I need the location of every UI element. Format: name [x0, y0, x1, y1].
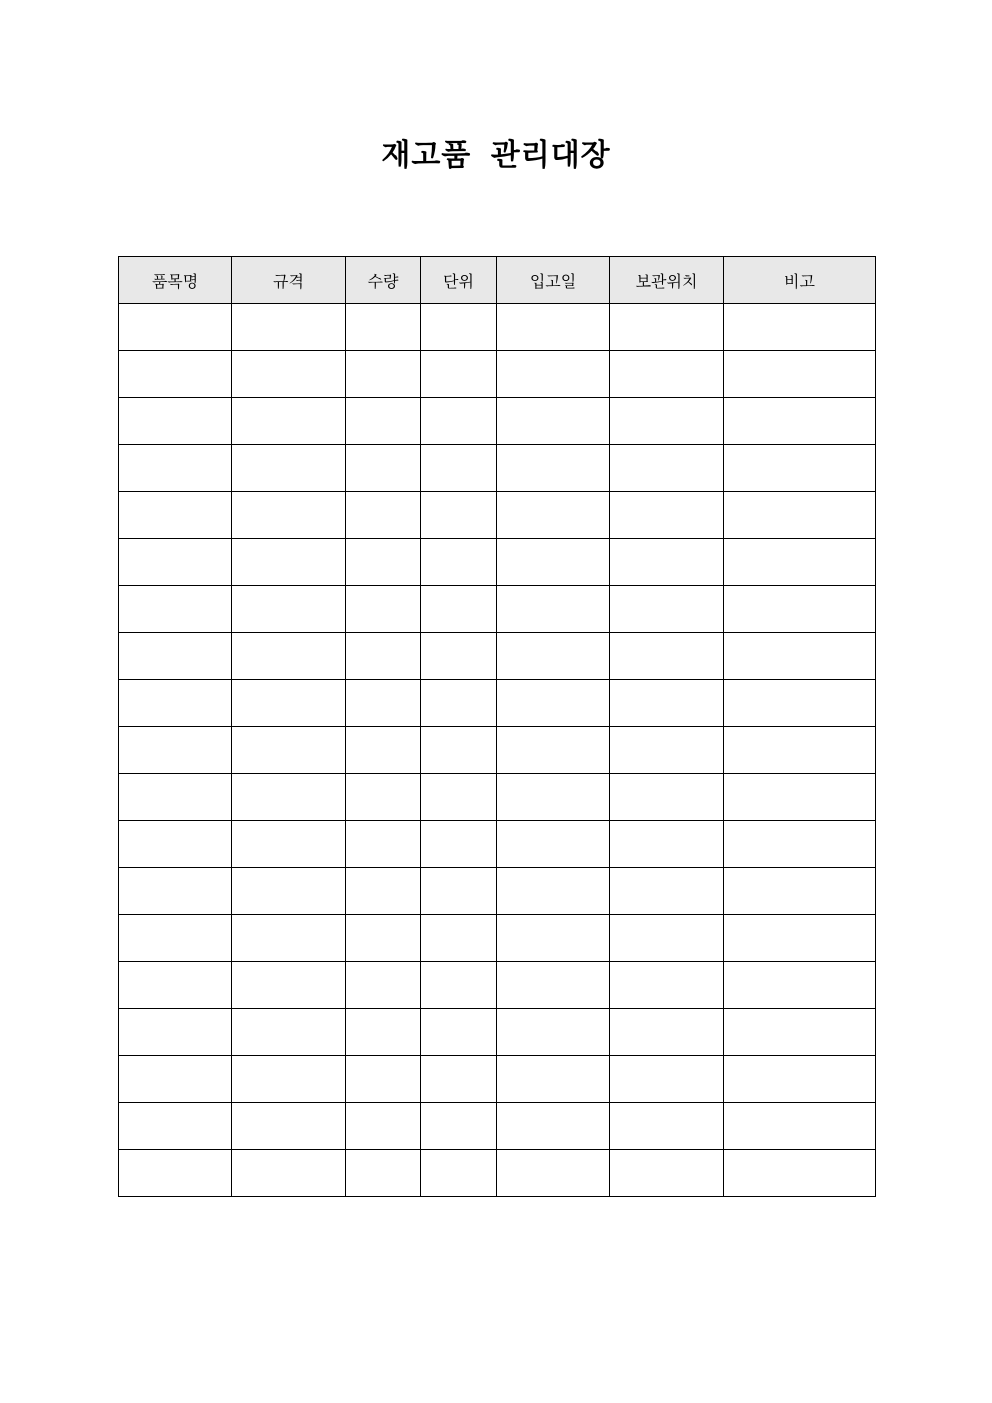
cell-specification[interactable]	[232, 351, 346, 398]
table-row	[119, 821, 876, 868]
cell-item-name[interactable]	[119, 680, 232, 727]
cell-item-name[interactable]	[119, 1150, 232, 1197]
cell-unit[interactable]	[421, 351, 497, 398]
cell-remarks[interactable]	[724, 1056, 876, 1103]
cell-specification[interactable]	[232, 539, 346, 586]
cell-unit[interactable]	[421, 1103, 497, 1150]
cell-receipt-date[interactable]	[497, 445, 610, 492]
header-row	[119, 257, 876, 304]
cell-specification[interactable]	[232, 774, 346, 821]
cell-remarks[interactable]	[724, 304, 876, 351]
cell-unit[interactable]	[421, 915, 497, 962]
cell-specification[interactable]	[232, 915, 346, 962]
cell-item-name[interactable]	[119, 633, 232, 680]
cell-remarks[interactable]	[724, 821, 876, 868]
table-body	[119, 304, 876, 1197]
cell-specification[interactable]	[232, 586, 346, 633]
cell-item-name[interactable]	[119, 774, 232, 821]
cell-remarks[interactable]	[724, 398, 876, 445]
cell-receipt-date[interactable]	[497, 821, 610, 868]
cell-item-name[interactable]	[119, 586, 232, 633]
cell-item-name[interactable]	[119, 868, 232, 915]
cell-remarks[interactable]	[724, 727, 876, 774]
cell-receipt-date[interactable]	[497, 633, 610, 680]
cell-item-name[interactable]	[119, 539, 232, 586]
cell-specification[interactable]	[232, 962, 346, 1009]
cell-quantity[interactable]	[346, 304, 421, 351]
cell-receipt-date[interactable]	[497, 727, 610, 774]
cell-storage-location[interactable]	[610, 774, 724, 821]
cell-storage-location[interactable]	[610, 586, 724, 633]
cell-unit[interactable]	[421, 445, 497, 492]
cell-unit[interactable]	[421, 962, 497, 1009]
cell-storage-location[interactable]	[610, 351, 724, 398]
cell-unit[interactable]	[421, 539, 497, 586]
cell-specification[interactable]	[232, 821, 346, 868]
cell-remarks[interactable]	[724, 915, 876, 962]
table-row	[119, 586, 876, 633]
cell-receipt-date[interactable]	[497, 1103, 610, 1150]
cell-receipt-date[interactable]	[497, 1150, 610, 1197]
cell-quantity[interactable]	[346, 774, 421, 821]
table-row	[119, 1009, 876, 1056]
cell-quantity[interactable]	[346, 915, 421, 962]
header-quantity: 수량	[346, 257, 421, 304]
cell-specification[interactable]	[232, 445, 346, 492]
cell-storage-location[interactable]	[610, 1150, 724, 1197]
table-row	[119, 727, 876, 774]
cell-specification[interactable]	[232, 1103, 346, 1150]
cell-unit[interactable]	[421, 1009, 497, 1056]
cell-remarks[interactable]	[724, 868, 876, 915]
header-receipt-date: 입고일	[497, 257, 610, 304]
table-row	[119, 915, 876, 962]
table-row	[119, 680, 876, 727]
cell-quantity[interactable]	[346, 962, 421, 1009]
cell-item-name[interactable]	[119, 351, 232, 398]
cell-unit[interactable]	[421, 680, 497, 727]
cell-specification[interactable]	[232, 633, 346, 680]
cell-quantity[interactable]	[346, 633, 421, 680]
cell-specification[interactable]	[232, 1009, 346, 1056]
cell-remarks[interactable]	[724, 586, 876, 633]
cell-remarks[interactable]	[724, 962, 876, 1009]
cell-quantity[interactable]	[346, 821, 421, 868]
cell-quantity[interactable]	[346, 1056, 421, 1103]
cell-remarks[interactable]	[724, 633, 876, 680]
cell-remarks[interactable]	[724, 774, 876, 821]
cell-specification[interactable]	[232, 727, 346, 774]
cell-receipt-date[interactable]	[497, 304, 610, 351]
cell-receipt-date[interactable]	[497, 398, 610, 445]
cell-quantity[interactable]	[346, 398, 421, 445]
cell-storage-location[interactable]	[610, 539, 724, 586]
cell-receipt-date[interactable]	[497, 868, 610, 915]
cell-quantity[interactable]	[346, 1009, 421, 1056]
cell-specification[interactable]	[232, 304, 346, 351]
header-remarks: 비고	[724, 257, 876, 304]
cell-specification[interactable]	[232, 868, 346, 915]
cell-item-name[interactable]	[119, 1009, 232, 1056]
table-header	[119, 257, 876, 304]
table-row	[119, 1056, 876, 1103]
table-row	[119, 633, 876, 680]
cell-storage-location[interactable]	[610, 821, 724, 868]
cell-item-name[interactable]	[119, 1056, 232, 1103]
cell-item-name[interactable]	[119, 304, 232, 351]
cell-quantity[interactable]	[346, 586, 421, 633]
cell-specification[interactable]	[232, 492, 346, 539]
cell-unit[interactable]	[421, 868, 497, 915]
cell-storage-location[interactable]	[610, 492, 724, 539]
cell-quantity[interactable]	[346, 727, 421, 774]
cell-quantity[interactable]	[346, 539, 421, 586]
cell-unit[interactable]	[421, 727, 497, 774]
cell-remarks[interactable]	[724, 680, 876, 727]
cell-receipt-date[interactable]	[497, 1009, 610, 1056]
header-storage-location: 보관위치	[610, 257, 724, 304]
table-row	[119, 304, 876, 351]
cell-remarks[interactable]	[724, 1009, 876, 1056]
cell-storage-location[interactable]	[610, 304, 724, 351]
cell-storage-location[interactable]	[610, 1009, 724, 1056]
cell-remarks[interactable]	[724, 539, 876, 586]
cell-remarks[interactable]	[724, 445, 876, 492]
cell-quantity[interactable]	[346, 680, 421, 727]
cell-remarks[interactable]	[724, 1103, 876, 1150]
cell-receipt-date[interactable]	[497, 1056, 610, 1103]
header-specification: 규격	[232, 257, 346, 304]
cell-receipt-date[interactable]	[497, 962, 610, 1009]
cell-storage-location[interactable]	[610, 915, 724, 962]
cell-storage-location[interactable]	[610, 398, 724, 445]
cell-unit[interactable]	[421, 398, 497, 445]
table-row	[119, 445, 876, 492]
cell-item-name[interactable]	[119, 962, 232, 1009]
table-row	[119, 962, 876, 1009]
cell-quantity[interactable]	[346, 868, 421, 915]
table-row	[119, 351, 876, 398]
cell-storage-location[interactable]	[610, 445, 724, 492]
cell-storage-location[interactable]	[610, 1056, 724, 1103]
cell-unit[interactable]	[421, 774, 497, 821]
cell-receipt-date[interactable]	[497, 492, 610, 539]
cell-storage-location[interactable]	[610, 727, 724, 774]
cell-item-name[interactable]	[119, 727, 232, 774]
table-row	[119, 492, 876, 539]
cell-unit[interactable]	[421, 633, 497, 680]
cell-quantity[interactable]	[346, 1150, 421, 1197]
cell-item-name[interactable]	[119, 1103, 232, 1150]
cell-receipt-date[interactable]	[497, 586, 610, 633]
cell-storage-location[interactable]	[610, 962, 724, 1009]
table-row	[119, 868, 876, 915]
cell-item-name[interactable]	[119, 821, 232, 868]
cell-storage-location[interactable]	[610, 680, 724, 727]
cell-unit[interactable]	[421, 304, 497, 351]
cell-receipt-date[interactable]	[497, 351, 610, 398]
cell-quantity[interactable]	[346, 1103, 421, 1150]
header-item-name: 품목명	[119, 257, 232, 304]
cell-specification[interactable]	[232, 398, 346, 445]
cell-quantity[interactable]	[346, 445, 421, 492]
table-row	[119, 1150, 876, 1197]
cell-remarks[interactable]	[724, 351, 876, 398]
cell-specification[interactable]	[232, 1150, 346, 1197]
header-unit: 단위	[421, 257, 497, 304]
cell-specification[interactable]	[232, 680, 346, 727]
cell-remarks[interactable]	[724, 492, 876, 539]
cell-quantity[interactable]	[346, 492, 421, 539]
cell-remarks[interactable]	[724, 1150, 876, 1197]
cell-item-name[interactable]	[119, 445, 232, 492]
cell-storage-location[interactable]	[610, 868, 724, 915]
cell-specification[interactable]	[232, 1056, 346, 1103]
cell-receipt-date[interactable]	[497, 774, 610, 821]
cell-storage-location[interactable]	[610, 633, 724, 680]
cell-receipt-date[interactable]	[497, 915, 610, 962]
cell-quantity[interactable]	[346, 351, 421, 398]
table-row	[119, 539, 876, 586]
cell-unit[interactable]	[421, 1150, 497, 1197]
table-row	[119, 1103, 876, 1150]
cell-unit[interactable]	[421, 492, 497, 539]
inventory-ledger-table	[118, 256, 876, 1197]
cell-item-name[interactable]	[119, 492, 232, 539]
cell-unit[interactable]	[421, 821, 497, 868]
cell-storage-location[interactable]	[610, 1103, 724, 1150]
page-title: 재고품 관리대장	[381, 138, 611, 173]
table-row	[119, 774, 876, 821]
cell-receipt-date[interactable]	[497, 539, 610, 586]
table-row	[119, 398, 876, 445]
cell-unit[interactable]	[421, 586, 497, 633]
cell-unit[interactable]	[421, 1056, 497, 1103]
cell-item-name[interactable]	[119, 915, 232, 962]
cell-item-name[interactable]	[119, 398, 232, 445]
cell-receipt-date[interactable]	[497, 680, 610, 727]
